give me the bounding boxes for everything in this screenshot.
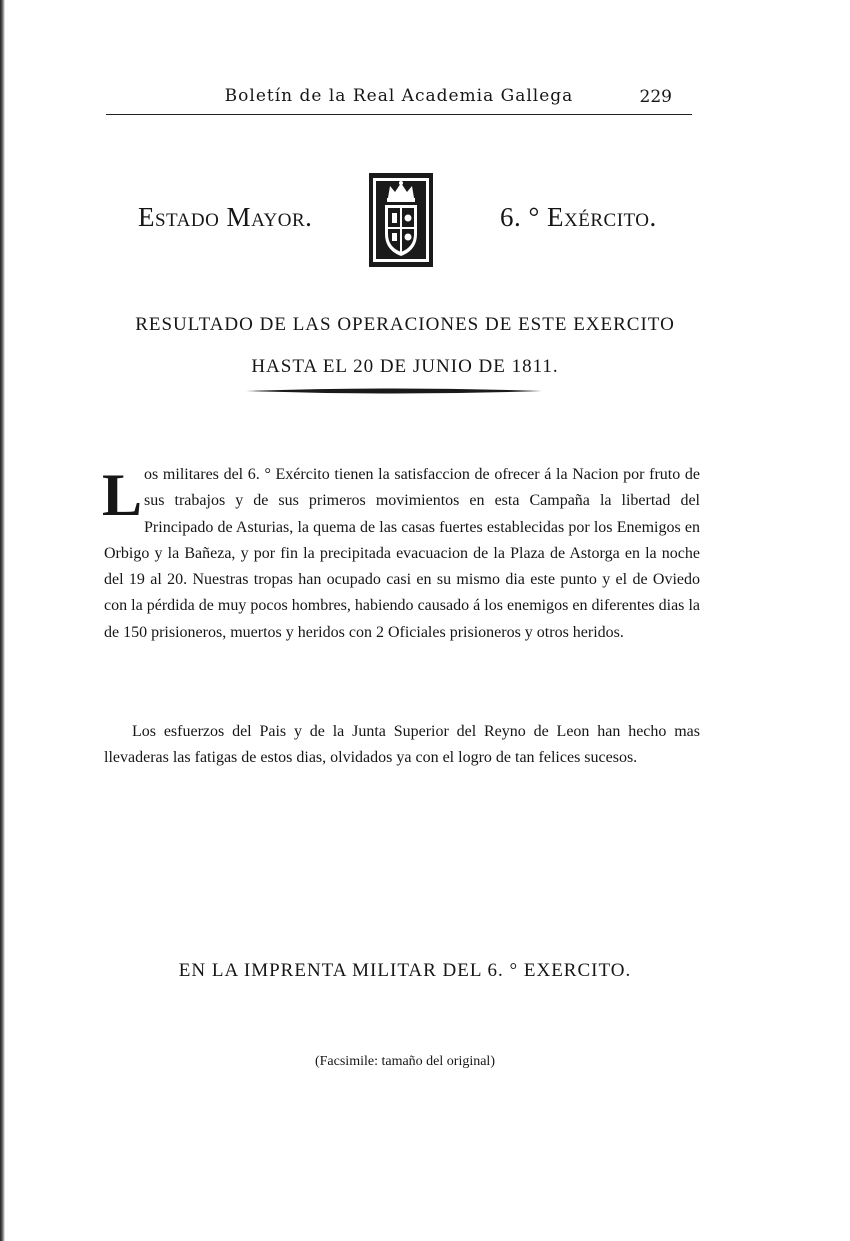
- facsimile-caption: (Facsimile: tamaño del original): [314, 1054, 495, 1069]
- body-paragraph-1: [104, 462, 700, 646]
- heading-swell-rule: [246, 386, 542, 396]
- coat-of-arms-seal-icon: [368, 172, 434, 268]
- running-header: [106, 86, 692, 115]
- body-paragraph-2: Los esfuerzos del Pais y de la Junta Superior del Reyno de Leon han hecho mas llevaderas las fatigas de estos dias, olvidados ya con el logro de tan felices sucesos.: [104, 723, 700, 767]
- body-paragraph-1-text: os militares del 6. ° Exército tienen la satisfaccion de ofrecer á la Nacion por fruto de sus trabajos y de sus primeros movimientos en esta Campaña la libertad del Principado de Asturias, la quema de las casas fuertes establecidas por los Enemigos en Orbigo y la Bañeza, y por fin la precipitada evacuacion de la Plaza de Astorga en la noche del 19 al 20. Nuestras tropas han ocupado casi en su mismo dia este punto y el de Oviedo con la pérdida de muy pocos hombres, habiendo causado á los enemigos en diferentes dias la de 150 prisioneros, muertos y heridos con 2 Oficiales prisioneros y otros heridos.: [104, 466, 700, 641]
- drop-cap: L: [102, 462, 143, 528]
- masthead-left-estado-mayor: Estado Mayor.: [138, 202, 313, 232]
- printer-imprint: EN LA IMPRENTA MILITAR DEL 6. ° EXERCITO.: [178, 960, 632, 981]
- document-heading-line-1: RESULTADO DE LAS OPERACIONES DE ESTE EXERCITO: [135, 314, 675, 335]
- journal-title: Boletín de la Real Academia Gallega: [224, 86, 574, 106]
- page-number: 229: [639, 87, 672, 107]
- document-heading-line-2: HASTA EL 20 DE JUNIO DE 1811.: [251, 356, 559, 377]
- masthead-right-sexto-exercito: 6. ° Exército.: [500, 202, 657, 232]
